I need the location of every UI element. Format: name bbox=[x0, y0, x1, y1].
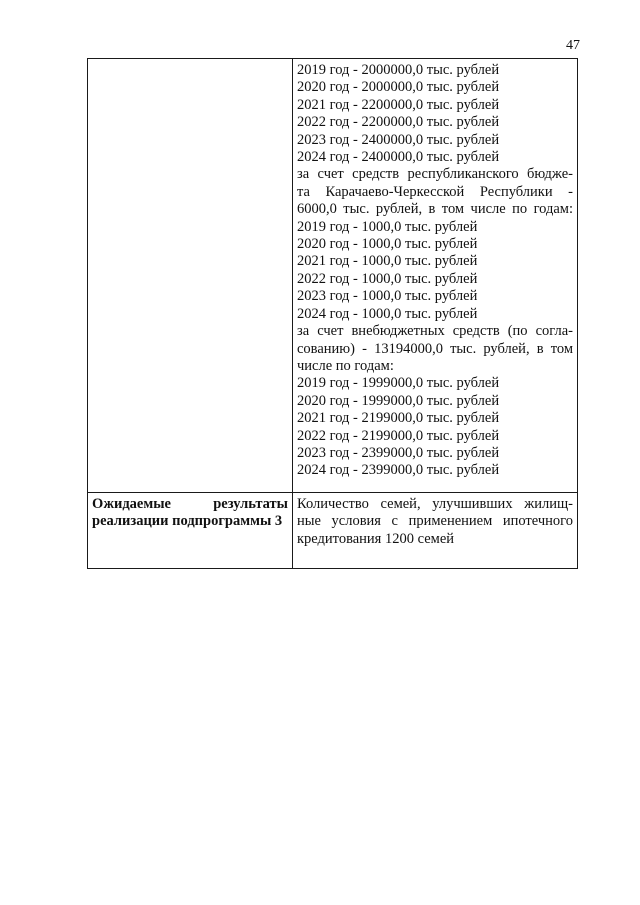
federal-year-2024: 2024 год - 2400000,0 тыс. рублей bbox=[297, 149, 500, 166]
republican-intro-line-2: та Карачаево-Черкесской Республики - bbox=[297, 183, 573, 200]
federal-year-2023: 2023 год - 2400000,0 тыс. рублей bbox=[297, 131, 500, 148]
extrabudget-year-2021: 2021 год - 2199000,0 тыс. рублей bbox=[297, 410, 500, 427]
results-label-line-2: реализации подпрограммы 3 bbox=[92, 513, 283, 530]
republican-year-2019: 2019 год - 1000,0 тыс. рублей bbox=[297, 218, 478, 235]
federal-year-2021: 2021 год - 2200000,0 тыс. рублей bbox=[297, 96, 500, 113]
republican-year-2020: 2020 год - 1000,0 тыс. рублей bbox=[297, 236, 478, 253]
extrabudget-intro-line-2: сованию) - 13194000,0 тыс. рублей, в том bbox=[297, 340, 573, 357]
federal-year-2020: 2020 год - 2000000,0 тыс. рублей bbox=[297, 79, 500, 96]
page-number: 47 bbox=[566, 38, 580, 53]
results-label-cell bbox=[88, 492, 293, 568]
republican-year-2022: 2022 год - 1000,0 тыс. рублей bbox=[297, 270, 478, 287]
republican-intro-line-1: за счет средств республиканского бюдже- bbox=[297, 166, 573, 183]
republican-intro-line-3: 6000,0 тыс. рублей, в том числе по годам: bbox=[297, 201, 573, 218]
republican-year-2023: 2023 год - 1000,0 тыс. рублей bbox=[297, 288, 478, 305]
results-text-line-2: ные условия с применением ипотечного bbox=[297, 513, 573, 530]
extrabudget-year-2024: 2024 год - 2399000,0 тыс. рублей bbox=[297, 462, 500, 479]
results-row bbox=[88, 492, 578, 568]
funding-row bbox=[88, 59, 578, 493]
republican-year-2024: 2024 год - 1000,0 тыс. рублей bbox=[297, 305, 478, 322]
extrabudget-intro-line-3: числе по годам: bbox=[297, 357, 394, 374]
extrabudget-year-2023: 2023 год - 2399000,0 тыс. рублей bbox=[297, 444, 500, 461]
funding-value-cell bbox=[293, 59, 578, 493]
subprogram-passport-table bbox=[87, 58, 578, 569]
federal-year-2022: 2022 год - 2200000,0 тыс. рублей bbox=[297, 114, 500, 131]
results-value-cell bbox=[293, 492, 578, 568]
funding-label-cell bbox=[88, 59, 293, 493]
extrabudget-intro-line-1: за счет внебюджетных средств (по согла- bbox=[297, 323, 573, 340]
results-text-line-1: Количество семей, улучшивших жилищ- bbox=[297, 495, 573, 512]
results-text-line-3: кредитования 1200 семей bbox=[297, 530, 455, 547]
extrabudget-year-2019: 2019 год - 1999000,0 тыс. рублей bbox=[297, 375, 500, 392]
federal-year-2019: 2019 год - 2000000,0 тыс. рублей bbox=[297, 62, 500, 78]
results-label-line-1: Ожидаемые результаты bbox=[92, 495, 288, 512]
extrabudget-year-2022: 2022 год - 2199000,0 тыс. рублей bbox=[297, 427, 500, 444]
republican-year-2021: 2021 год - 1000,0 тыс. рублей bbox=[297, 253, 478, 270]
extrabudget-year-2020: 2020 год - 1999000,0 тыс. рублей bbox=[297, 392, 500, 409]
